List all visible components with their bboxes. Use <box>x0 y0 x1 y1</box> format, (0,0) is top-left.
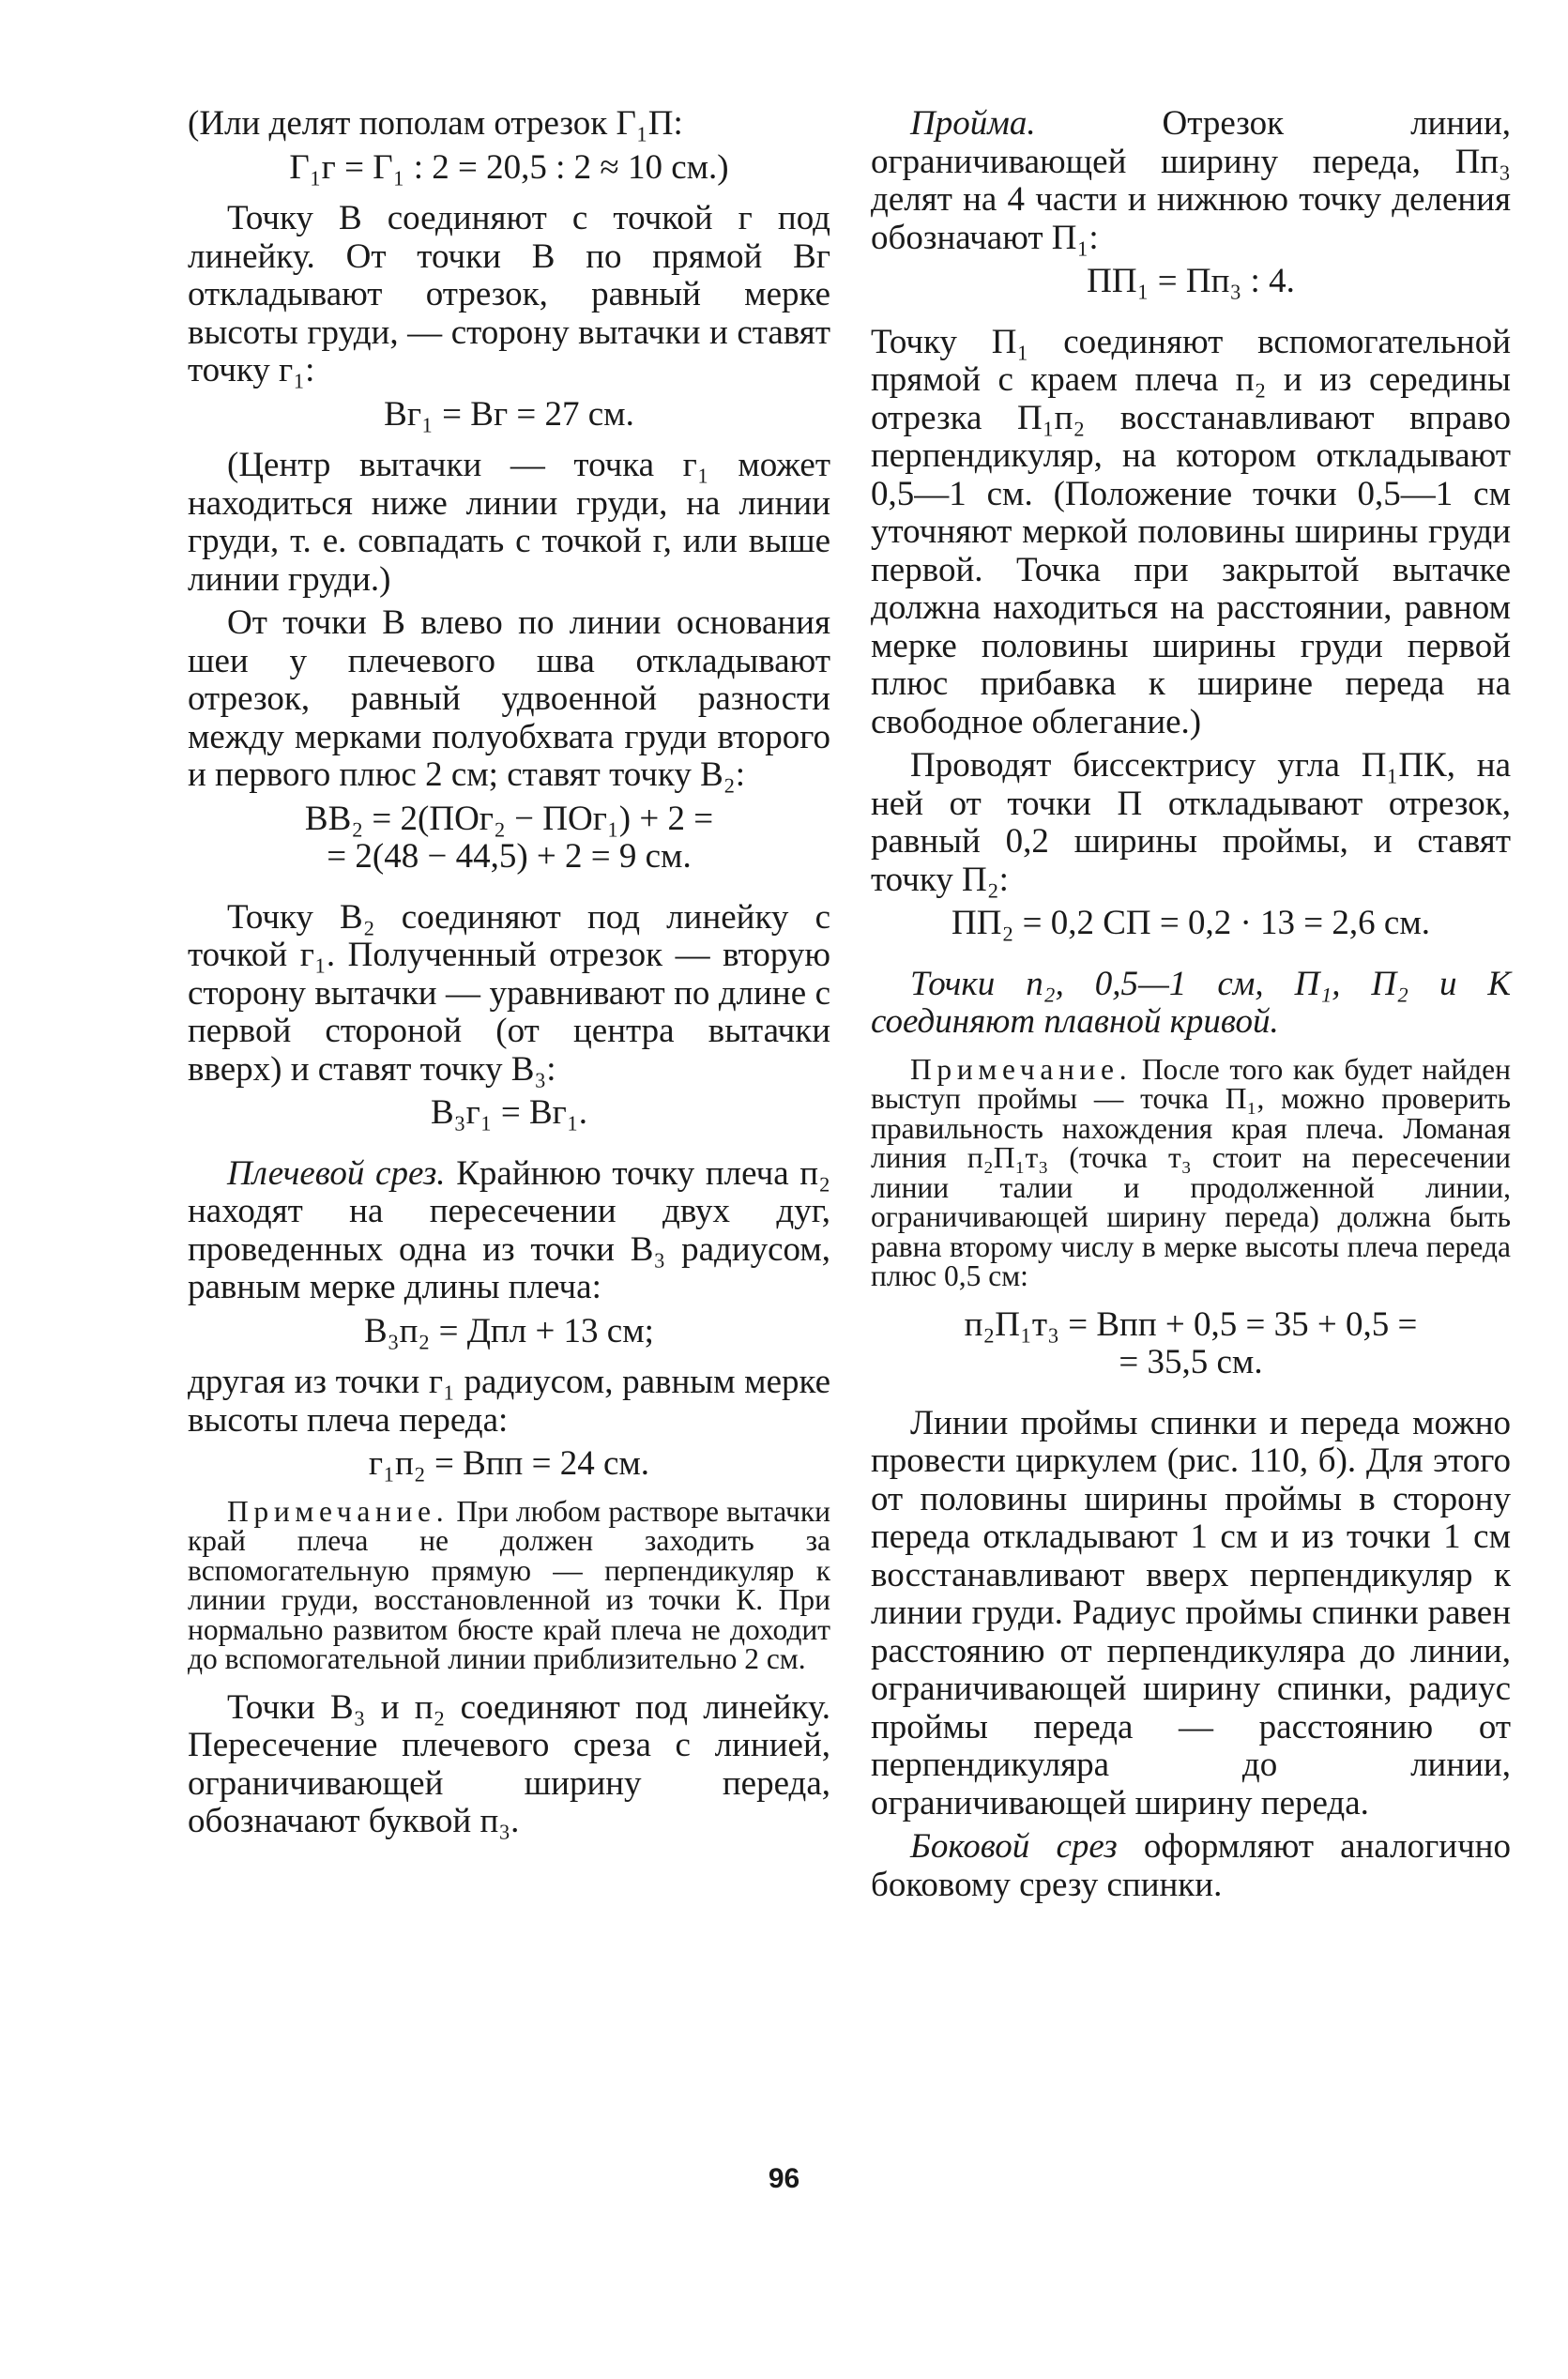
paragraph: Линии проймы спинки и переда можно провести циркулем (рис. 110, б). Для этого от половины ширины проймы в сторону переда откладывают 1 см и из точки 1 см восстанавливают вверх перпендикуляр к линии груди. Радиус проймы спинки равен расстоянию от перпендикуляра до линии, ограничивающей ширину спинки, радиус проймы переда — расстоянию от перпендикуляра до линии, ограничивающей ширину переда. <box>871 1403 1511 1822</box>
formula: г₁п₂ = Впп = 24 см. <box>368 1444 650 1483</box>
paragraph-text: Отрезок линии, ограничивающей ширину переда, Пп₃ делят на 4 части и нижнюю точку деления обозначают П₁: <box>871 104 1511 257</box>
paragraph: (Центр вытачки — точка г₁ может находиться ниже линии груди, на линии груди, т. е. совпадать с точкой г, или выше линии груди.) <box>188 446 830 599</box>
section-title: Пройма. <box>910 104 1036 143</box>
formula: ПП₂ = 0,2 СП = 0,2 · 13 = 2,6 см. <box>951 904 1430 942</box>
paragraph: Точку В₂ соединяют под линейку с точкой г₁. Полученный отрезок — вторую сторону вытачки — уравнивают по длине с первой стороной (от центра вытачки вверх) и ставят точку В₃: <box>188 897 830 1089</box>
note <box>871 1052 1511 1292</box>
section-title: Боковой срез <box>910 1827 1118 1866</box>
note <box>188 1494 830 1675</box>
right-column <box>871 105 1511 1910</box>
paragraph: Проводят биссектрису угла П₁ПК, на ней от точки П откладывают отрезок, равный 0,2 ширины проймы, и ставят точку П₂: <box>871 746 1511 899</box>
formula: = 35,5 см. <box>1119 1343 1263 1381</box>
formula: В₃г₁ = Вг₁. <box>430 1093 588 1132</box>
paragraph <box>188 1155 830 1307</box>
formula: Вг₁ = Вг = 27 см. <box>384 394 634 434</box>
paragraph <box>871 105 1511 257</box>
paragraph: От точки В влево по линии основания шеи у плечевого шва откладывают отрезок, равный удвоенной разности между мерками полуобхвата груди второго и первого плюс 2 см; ставят точку В₂: <box>188 603 830 794</box>
formula: п₂П₁т₃ = Впп + 0,5 = 35 + 0,5 = <box>964 1304 1418 1344</box>
page-number: 96 <box>768 2163 800 2194</box>
formula: В₃п₂ = Дпл + 13 см; <box>364 1311 654 1350</box>
paragraph: Точки п₂, 0,5—1 см, П₁, П₂ и К соединяют плавной кривой. <box>871 964 1511 1041</box>
paragraph-text: Крайнюю точку плеча п₂ находят на пересечении двух дуг, проведенных одна из точки В₃ радиусом, равным мерке длины плеча: <box>188 1153 830 1306</box>
paragraph: Точку П₁ соединяют вспомогательной прямой с краем плеча п₂ и из середины отрезка П₁п₂ восстанавливают вправо перпендикуляр, на котором откладывают 0,5—1 см. (Положение точки 0,5—1 см уточняют меркой половины ширины груди первой. Точка при закрытой вытачке должна находиться на расстоянии, равном мерке половины ширины груди первой плюс прибавка к ширине переда на свободное облегание.) <box>871 322 1511 741</box>
note-text: При любом раствоpe вытачки край плеча не должен заходить за вспомогательную прямую — перпендикуляр к линии груди, восстановленной из точки К. При нормально развитом бюсте край плеча не доходит до вспомогательной линии приблизительно 2 см. <box>188 1494 830 1675</box>
section-title: Плечевой срез. <box>227 1153 446 1193</box>
formula: Г₁г = Г₁ : 2 = 20,5 : 2 ≈ 10 см.) <box>289 147 729 187</box>
paragraph <box>871 1828 1511 1904</box>
note-label: Примечание. <box>910 1052 1133 1086</box>
paragraph: (Или делят пополам отрезок Г₁П: <box>188 104 683 143</box>
paragraph: Точки В₃ и п₂ соединяют под линейку. Пересечение плечевого среза с линией, ограничивающей ширину переда, обозначают буквой п₃. <box>188 1687 830 1840</box>
note-text: После того как будет найден выступ проймы — точка П₁, можно проверить правильность нахождения края плеча. Ломаная линия п₂П₁т₃ (точка т₃ стоит на пересечении линии талии и продолженной линии, ограничивающей ширину переда) должна быть равна второму числу в мерке высоты плеча переда плюс 0,5 см: <box>871 1052 1511 1292</box>
formula: ПП₁ = Пп₃ : 4. <box>1087 262 1295 300</box>
formula: = 2(48 − 44,5) + 2 = 9 см. <box>327 837 692 876</box>
paragraph: Точку В соединяют с точкой г под линейку. От точки В по прямой Вг откладывают отрезок, равный мерке высоты груди, — сторону вытачки и ставят точку г₁: <box>188 199 830 389</box>
paragraph-text: оформляют аналогично боковому срезу спинки. <box>871 1827 1511 1904</box>
formula: ВВ₂ = 2(ПОг₂ − ПОг₁) + 2 = <box>304 799 714 838</box>
left-column <box>188 105 830 1847</box>
note-label: Примечание. <box>227 1494 449 1528</box>
paragraph: другая из точки г₁ радиусом, равным мерке высоты плеча переда: <box>188 1363 830 1440</box>
